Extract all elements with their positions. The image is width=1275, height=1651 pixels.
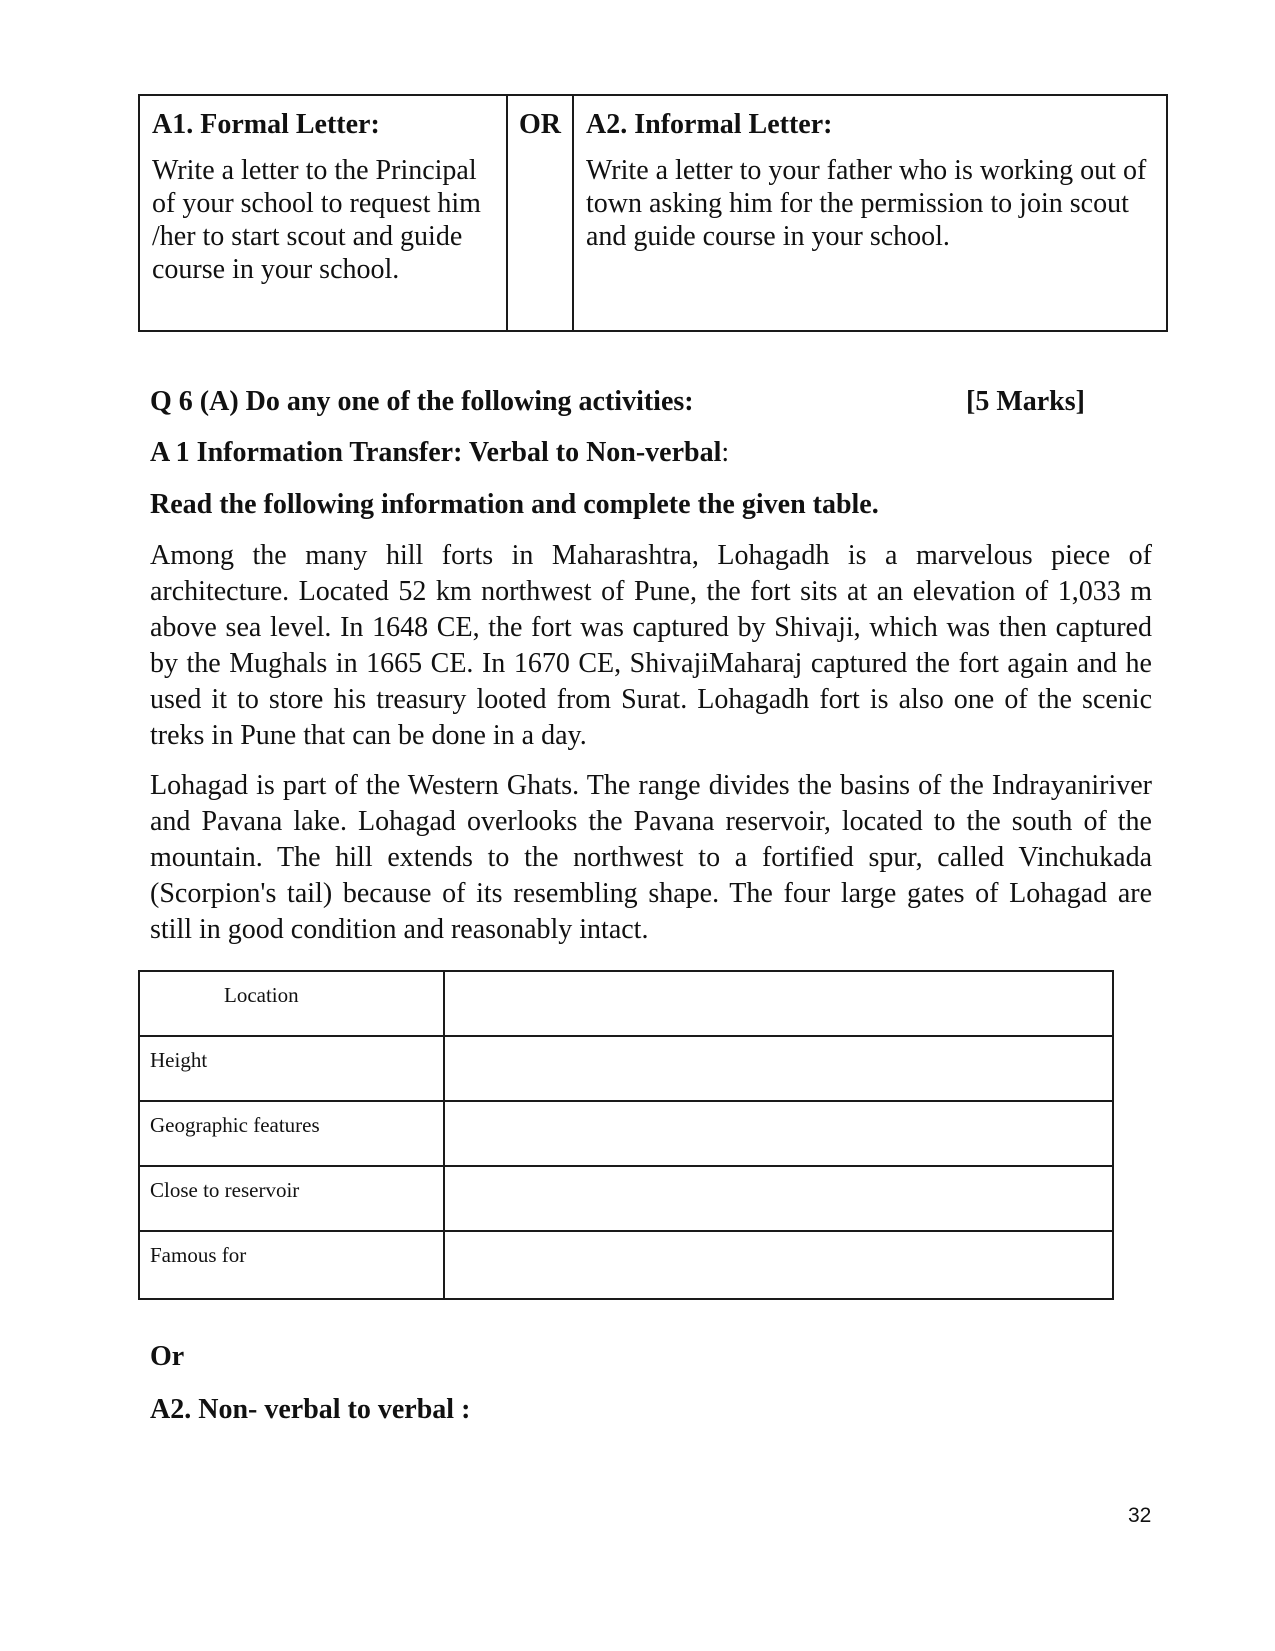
row-value-location[interactable] bbox=[445, 972, 1112, 1035]
paragraph-1: Among the many hill forts in Maharashtra, Lohagadh is a marvelous piece of architecture. Located 52 km northwest of Pune, the fort sits at an elevation of 1,033 m above sea level. In 1648 CE, the fort was captured by Shivaji, which was then captured by the Mughals in 1665 CE. In 1670 CE, ShivajiMaharaj captured the fort again and he used it to store his treasury looted from Surat. Lohagadh fort is also one of the scenic treks in Pune that can be done in a day. bbox=[150, 540, 1152, 751]
or-label: OR bbox=[519, 109, 561, 140]
table-row bbox=[140, 1232, 1112, 1298]
instruction-text: Read the following information and complete the given table. bbox=[150, 489, 879, 520]
table-row bbox=[140, 1037, 1112, 1102]
q6-heading: Q 6 (A) Do any one of the following activities: bbox=[150, 386, 694, 417]
q6-marks: [5 Marks] bbox=[966, 386, 1085, 417]
formal-letter-body: Write a letter to the Principal of your school to request him /her to start scout and guide course in your school. bbox=[152, 155, 481, 285]
row-value-height[interactable] bbox=[445, 1037, 1112, 1100]
table-row bbox=[140, 1167, 1112, 1232]
row-label-close-to-reservoir: Close to reservoir bbox=[140, 1167, 445, 1230]
row-label-location: Location bbox=[140, 972, 445, 1035]
or-text: Or bbox=[150, 1341, 185, 1372]
table-row bbox=[140, 972, 1112, 1037]
row-label-geographic-features: Geographic features bbox=[140, 1102, 445, 1165]
row-value-geographic-features[interactable] bbox=[445, 1102, 1112, 1165]
formal-letter-title: A1. Formal Letter: bbox=[152, 109, 380, 140]
table-row bbox=[140, 1102, 1112, 1167]
a1-heading-colon: : bbox=[721, 437, 730, 468]
letter-choice-table bbox=[138, 94, 1168, 332]
informal-letter-body: Write a letter to your father who is working out of town asking him for the permission to join scout and guide course in your school. bbox=[586, 155, 1147, 252]
page-number: 32 bbox=[1128, 1504, 1152, 1527]
paragraph-2: Lohagad is part of the Western Ghats. The range divides the basins of the Indrayaniriver and Pavana lake. Lohagad overlooks the Pavana reservoir, located to the south of the mountain. The hill extends to the northwest to a fortified spur, called Vinchukada (Scorpion's tail) because of its resembling shape. The four large gates of Lohagad are still in good condition and reasonably intact. bbox=[150, 770, 1152, 945]
informal-letter-cell bbox=[574, 96, 1166, 330]
row-value-famous-for[interactable] bbox=[445, 1232, 1112, 1298]
or-cell bbox=[506, 96, 574, 330]
formal-letter-cell bbox=[140, 96, 506, 330]
a1-info-transfer-heading bbox=[150, 436, 729, 470]
row-label-height: Height bbox=[140, 1037, 445, 1100]
a2-non-verbal-heading: A2. Non- verbal to verbal : bbox=[150, 1394, 471, 1425]
a1-heading-text: A 1 Information Transfer: Verbal to Non-verbal bbox=[150, 437, 722, 468]
info-transfer-table bbox=[138, 970, 1114, 1300]
row-label-famous-for: Famous for bbox=[140, 1232, 445, 1298]
row-value-close-to-reservoir[interactable] bbox=[445, 1167, 1112, 1230]
informal-letter-title: A2. Informal Letter: bbox=[586, 109, 833, 140]
